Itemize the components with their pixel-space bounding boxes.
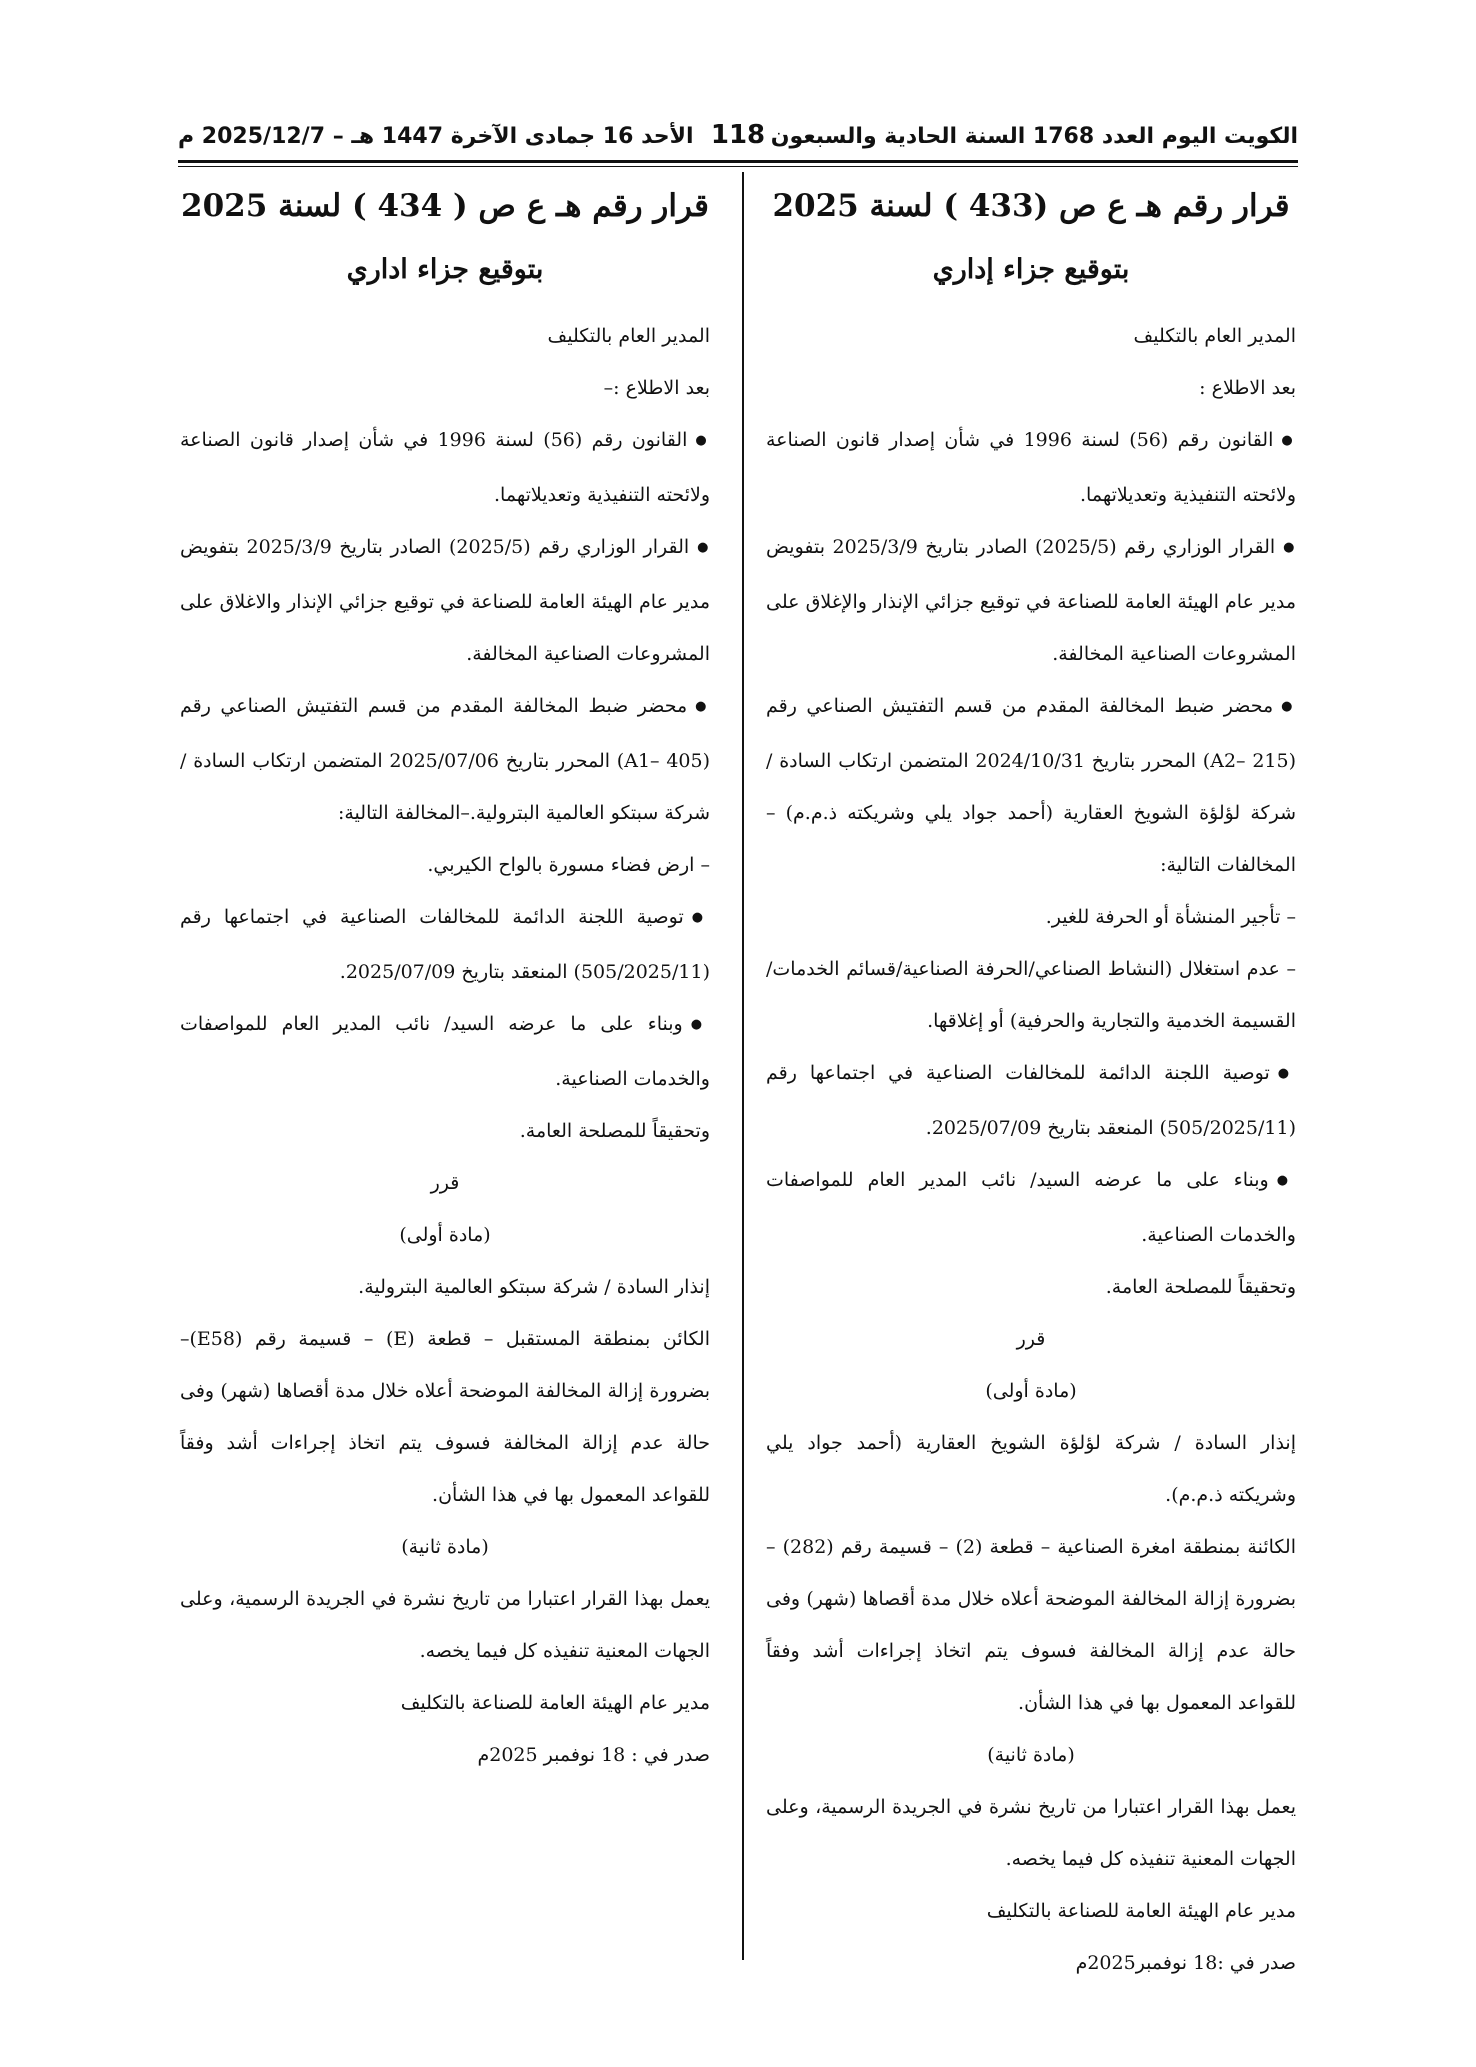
decision-433-article-1: (مادة أولى) [985,1380,1077,1402]
decision-433-effective: يعمل بهذا القرار اعتبارا من تاريخ نشرة في الجريدة الرسمية، وعلى الجهات المعنية تنفيذه كل فيما يخصه. [766,1796,1296,1870]
decision-434-article-1: (مادة أولى) [399,1224,491,1246]
decision-434-based-on: ● وبناء على ما عرضه السيد/ نائب المدير العام للمواصفات والخدمات الصناعية. [180,998,710,1105]
decision-433-title: قرار رقم هـ ع ص (433 ) لسنة 2025 [772,188,1290,224]
column-divider [742,172,744,1960]
decision-433-committee: ● توصية اللجنة الدائمة للمخالفات الصناعية في اجتماعها رقم (505/2025/11) المنعقد بتاريخ 2025/07/09. [766,1047,1296,1154]
decision-433-subtitle: بتوقيع جزاء إداري [932,254,1130,285]
page-header [178,118,1298,164]
decision-434-warning: إنذار السادة / شركة سبتكو العالمية البترولية. [358,1276,710,1298]
decision-433-violation-report: ● محضر ضبط المخالفة المقدم من قسم التفتيش الصناعي رقم (A2– 215) المحرر بتاريخ 2024/10/31 المتضمن ارتكاب السادة / شركة لؤلؤة الشويخ العقارية (أحمد جواد يلي وشريكته ذ.م.م) –المخالفات التالية: [766,680,1296,891]
decision-434-decided: قرر [430,1172,460,1194]
decision-434-violation-report: ● محضر ضبط المخالفة المقدم من قسم التفتيش الصناعي رقم (A1– 405) المحرر بتاريخ 2025/07/06 المتضمن ارتكاب السادة / شركة سبتكو العالمية البترولية.–المخالفة التالية: [180,680,710,839]
decision-434-title: قرار رقم هـ ع ص ( 434 ) لسنة 2025 [181,188,709,224]
header-rule-thin [178,166,1298,167]
decision-434-article-2: (مادة ثانية) [401,1536,489,1558]
decision-434-issued: صدر في : 18 نوفمبر 2025م [477,1744,710,1766]
decision-433-law: ● القانون رقم (56) لسنة 1996 في شأن إصدار قانون الصناعة ولائحته التنفيذية وتعديلاتهما. [766,414,1296,521]
decision-434-signatory: مدير عام الهيئة العامة للصناعة بالتكليف [400,1692,710,1714]
header-rule-thick [178,160,1298,163]
decision-433-column [766,176,1296,1989]
decision-433-issued: صدر في :18 نوفمبر2025م [1075,1952,1296,1974]
decision-433-public-interest: وتحقيقاً للمصلحة العامة. [1105,1276,1296,1298]
decision-433-ministerial-decision: ● القرار الوزاري رقم (2025/5) الصادر بتاريخ 2025/3/9 بتفويض مدير عام الهيئة العامة للصناعة في توقيع جزائي الإنذار والإغلاق على المشروعات الصناعية المخالفة. [766,521,1296,680]
decision-433-signatory: مدير عام الهيئة العامة للصناعة بالتكليف [986,1900,1296,1922]
decision-434-subtitle: بتوقيع جزاء اداري [346,254,544,285]
header-page-number: 118 [710,120,766,150]
decision-433-warning: إنذار السادة / شركة لؤلؤة الشويخ العقارية (أحمد جواد يلي وشريكته ذ.م.م). [766,1432,1296,1506]
decision-434-ministerial-decision: ● القرار الوزاري رقم (2025/5) الصادر بتاريخ 2025/3/9 بتفويض مدير عام الهيئة العامة للصناعة في توقيع جزائي الإنذار والاغلاق على المشروعات الصناعية المخالفة. [180,521,710,680]
decision-434-committee: ● توصية اللجنة الدائمة للمخالفات الصناعية في اجتماعها رقم (505/2025/11) المنعقد بتاريخ 2025/07/09. [180,891,710,998]
header-date: الأحد 16 جمادى الآخرة 1447 هـ – 2025/12/7 م [178,124,694,149]
decision-433-based-on: ● وبناء على ما عرضه السيد/ نائب المدير العام للمواصفات والخدمات الصناعية. [766,1154,1296,1261]
decision-434-director: المدير العام بالتكليف [547,325,710,347]
decision-434-location: الكائن بمنطقة المستقبل – قطعة (E) – قسيمة رقم (E58)– بضرورة إزالة المخالفة الموضحة أعلاه خلال مدة أقصاها (شهر) وفى حالة عدم إزالة المخالفة فسوف يتم اتخاذ إجراءات أشد وفقاً للقواعد المعمول بها في هذا الشأن. [180,1328,711,1506]
decision-433-after-review: بعد الاطلاع : [1199,377,1296,399]
decision-434-after-review: بعد الاطلاع :– [603,377,710,399]
decision-433-location: الكائنة بمنطقة امغرة الصناعية – قطعة (2) – قسيمة رقم (282) – بضرورة إزالة المخالفة الموضحة أعلاه خلال مدة أقصاها (شهر) وفى حالة عدم إزالة المخالفة فسوف يتم اتخاذ إجراءات أشد وفقاً للقواعد المعمول بها في هذا الشأن. [766,1536,1296,1714]
header-issue: الكويت اليوم العدد 1768 السنة الحادية والسبعون [770,124,1298,149]
decision-433-decided: قرر [1016,1328,1046,1350]
decision-433-violation-2: – عدم استغلال (النشاط الصناعي/الحرفة الصناعية/قسائم الخدمات/القسيمة الخدمية والتجارية والحرفية) أو إغلاقها. [766,958,1296,1032]
decision-434-law: ● القانون رقم (56) لسنة 1996 في شأن إصدار قانون الصناعة ولائحته التنفيذية وتعديلاتهما. [180,414,710,521]
decision-434-column [180,176,710,1781]
decision-433-article-2: (مادة ثانية) [987,1744,1075,1766]
decision-433-director: المدير العام بالتكليف [1133,325,1296,347]
decision-434-public-interest: وتحقيقاً للمصلحة العامة. [519,1120,710,1142]
decision-434-effective: يعمل بهذا القرار اعتبارا من تاريخ نشرة في الجريدة الرسمية، وعلى الجهات المعنية تنفيذه كل فيما يخصه. [180,1588,710,1662]
decision-433-violation-1: – تأجير المنشأة أو الحرفة للغير. [1045,906,1296,928]
decision-434-violation-1: – ارض فضاء مسورة بالواح الكيربي. [427,854,710,876]
